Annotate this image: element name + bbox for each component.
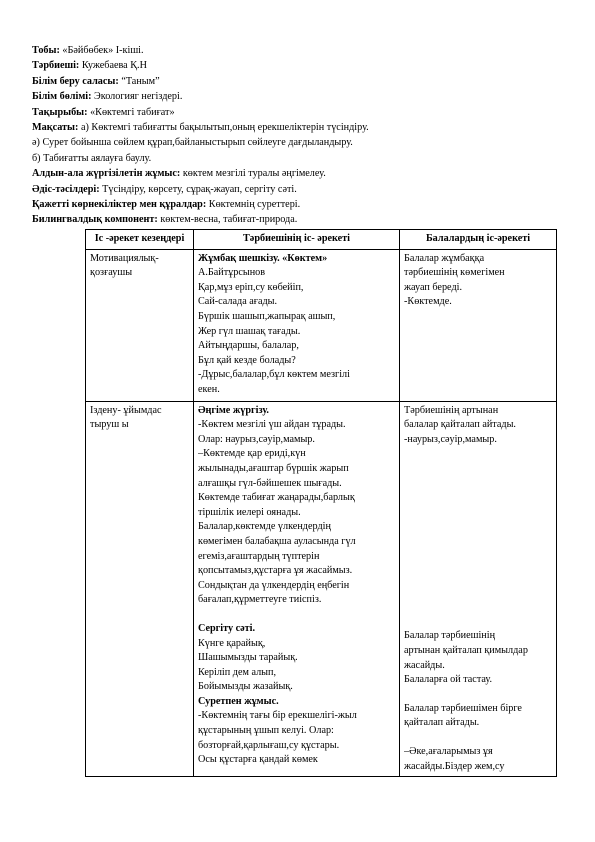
header-label: Білім беру саласы:	[32, 75, 119, 87]
spacer	[404, 601, 552, 615]
teacher-activity-cell	[194, 401, 400, 777]
text-line: тәрбиешінің көмегімен	[404, 267, 505, 279]
text-line: жауап береді.	[404, 281, 462, 293]
text-line: –Көктемде қар ериді,күн	[198, 448, 306, 460]
header-line	[32, 89, 562, 104]
header-label: Алдын-ала жүргізілетін жұмыс:	[32, 168, 181, 180]
header-line	[32, 151, 562, 166]
header-teacher: Тәрбиешінің іс- әрекеті	[194, 230, 400, 250]
header-label: Білім бөлімі:	[32, 91, 92, 103]
header-value: б) Табиғатты аялауға баулу.	[32, 152, 152, 164]
spacer	[404, 587, 552, 601]
text-line: -Көктемнің тағы бір ерекшелігі-жыл	[198, 710, 357, 722]
text-line: -Көктемде.	[404, 296, 452, 308]
stage-line: қозғаушы	[90, 267, 133, 279]
stage-cell	[86, 249, 194, 401]
header-label: Мақсаты:	[32, 121, 79, 133]
text-line: бозторғай,қарлығаш,су құстары.	[198, 739, 340, 751]
text-line: –Әке,ағаларымыз ұя	[404, 745, 493, 757]
text-line: Айтыңдаршы, балалар,	[198, 340, 299, 352]
text-line: А.Байтұрсынов	[198, 267, 266, 279]
stage-line: Іздену- ұйымдас	[90, 404, 162, 416]
text-line: Балаларға ой тастау.	[404, 674, 493, 686]
lesson-header	[32, 43, 562, 228]
children-activity-cell	[400, 401, 557, 777]
text-line: балалар қайталап айтады.	[404, 419, 516, 431]
text-line: тіршілік иелері оянады.	[198, 506, 301, 518]
spacer	[404, 503, 552, 517]
text-line: жылынады,ағаштар бүршік жарып	[198, 462, 349, 474]
header-stage: Іс -әрекет кезеңдері	[86, 230, 194, 250]
spacer	[404, 731, 552, 745]
header-line	[32, 197, 562, 212]
text-line: Тәрбиешінің артынан	[404, 404, 499, 416]
text-line: алғашқы гүл-бәйшешек шығады.	[198, 477, 342, 489]
header-value: а) Көктемгі табиғатты бақылытып,оның ерекшеліктерін түсіндіру.	[78, 121, 369, 133]
spacer	[404, 688, 552, 702]
spacer	[404, 573, 552, 587]
table-row	[86, 249, 557, 401]
header-line	[32, 182, 562, 197]
header-value: “Таным”	[118, 75, 160, 87]
header-line	[32, 120, 562, 135]
header-value: Көктемнің суреттері.	[206, 198, 301, 210]
text-line: қопсытамыз,құстарға ұя жасаймыз.	[198, 565, 353, 577]
spacer	[404, 559, 552, 573]
header-label: Әдіс-тәсілдері:	[32, 183, 100, 195]
text-line: Сай-салада ағады.	[198, 296, 278, 308]
spacer	[404, 475, 552, 489]
text-line: Сондықтан да үлкендердің еңбегін	[198, 579, 350, 591]
text-line: Шашымызды тарайық.	[198, 652, 298, 664]
header-value: Кужебаева Қ.Н	[79, 60, 147, 72]
header-line	[32, 74, 562, 89]
children-activity-cell	[400, 249, 557, 401]
header-children: Балалардың іс-әрекеті	[400, 230, 557, 250]
table-row	[86, 401, 557, 777]
spacer	[404, 517, 552, 531]
text-line: жасайды.Біздер жем,су	[404, 760, 505, 772]
header-label: Тобы:	[32, 45, 60, 56]
text-line: Балалар тәрбиешімен бірге	[404, 702, 522, 714]
spacer	[404, 489, 552, 503]
section-heading: Жұмбақ шешкізу. «Көктем»	[198, 252, 328, 264]
spacer	[404, 461, 552, 475]
header-label: Тақырыбы:	[32, 106, 88, 118]
text-line: Бұл қай кезде болады?	[198, 354, 296, 366]
text-line: Жер гүл шашақ тағады.	[198, 325, 301, 337]
text-line: Олар: наурыз,сәуір,мамыр.	[198, 433, 315, 445]
header-value: Түсіндіру, көрсету, сұрақ-жауап, сергіту сәті.	[99, 183, 297, 195]
header-line	[32, 58, 562, 73]
table-header-row	[86, 230, 557, 250]
stage-cell	[86, 401, 194, 777]
text-line: жасайды.	[404, 659, 445, 671]
text-line: Балалар тәрбиешінің	[404, 630, 496, 642]
text-line: Керіліп дем алып,	[198, 666, 277, 678]
header-value: ә) Сурет бойынша сөйлем құрап,байланыстырып сөйлеуге дағдыландыру.	[32, 137, 353, 149]
spacer	[404, 615, 552, 629]
section-heading: Сергіту сәті.	[198, 622, 256, 634]
header-value: «Бәйбөбек» I-кіші.	[59, 45, 144, 56]
section-heading: Суретпен жұмыс.	[198, 695, 279, 707]
header-line	[32, 43, 562, 58]
header-value: көктем-весна, табиғат-природа.	[157, 214, 298, 226]
header-label: Қажетті көрнекіліктер мен құралдар:	[32, 198, 207, 210]
text-line: бағалап,құрметтеуге тиіспіз.	[198, 594, 322, 606]
header-line	[32, 212, 562, 227]
text-line: Күнге қарайық,	[198, 637, 266, 649]
spacer	[198, 608, 395, 622]
header-value: «Көктемгі табиғат»	[87, 106, 175, 118]
text-line: егеміз,ағаштардың түптерін	[198, 550, 320, 562]
text-line: -наурыз,сәуір,мамыр.	[404, 433, 497, 445]
section-heading: Әңгіме жүргізу.	[198, 404, 269, 416]
stage-line: тыруш ы	[90, 419, 129, 431]
text-line: Осы құстарға қандай көмек	[198, 754, 318, 766]
teacher-activity-cell	[194, 249, 400, 401]
text-line: екен.	[198, 383, 220, 395]
lesson-plan-table	[85, 229, 557, 777]
header-line	[32, 135, 562, 150]
text-line: -Көктем мезгілі үш айдан тұрады.	[198, 419, 346, 431]
header-label: Билингвалдық компонент:	[32, 214, 158, 226]
text-line: Бойымызды жазайық.	[198, 681, 293, 693]
header-value: Экологияг негіздері.	[91, 91, 183, 103]
stage-line: Мотивациялық-	[90, 252, 159, 264]
text-line: қайталап айтады.	[404, 717, 480, 729]
header-value: көктем мезгілі туралы әңгімелеу.	[180, 168, 326, 180]
text-line: Көктемде табиғат жаңарады,барлық	[198, 492, 355, 504]
text-line: құстарының ұшып келуі. Олар:	[198, 725, 334, 737]
text-line: Балалар,көктемде үлкендердің	[198, 521, 331, 533]
spacer	[404, 531, 552, 545]
spacer	[404, 447, 552, 461]
header-line	[32, 105, 562, 120]
spacer	[404, 545, 552, 559]
text-line: -Дұрыс,балалар,бұл көктем мезгілі	[198, 369, 350, 381]
header-line	[32, 166, 562, 181]
text-line: Қар,мұз еріп,су көбейіп,	[198, 281, 304, 293]
text-line: Бүршік шашып,жапырақ ашып,	[198, 310, 336, 322]
header-label: Тәрбиеші:	[32, 60, 80, 72]
text-line: Балалар жұмбаққа	[404, 252, 485, 264]
text-line: артынан қайталап қимылдар	[404, 644, 528, 656]
text-line: көмегімен балабақша ауласында гүл	[198, 535, 356, 547]
